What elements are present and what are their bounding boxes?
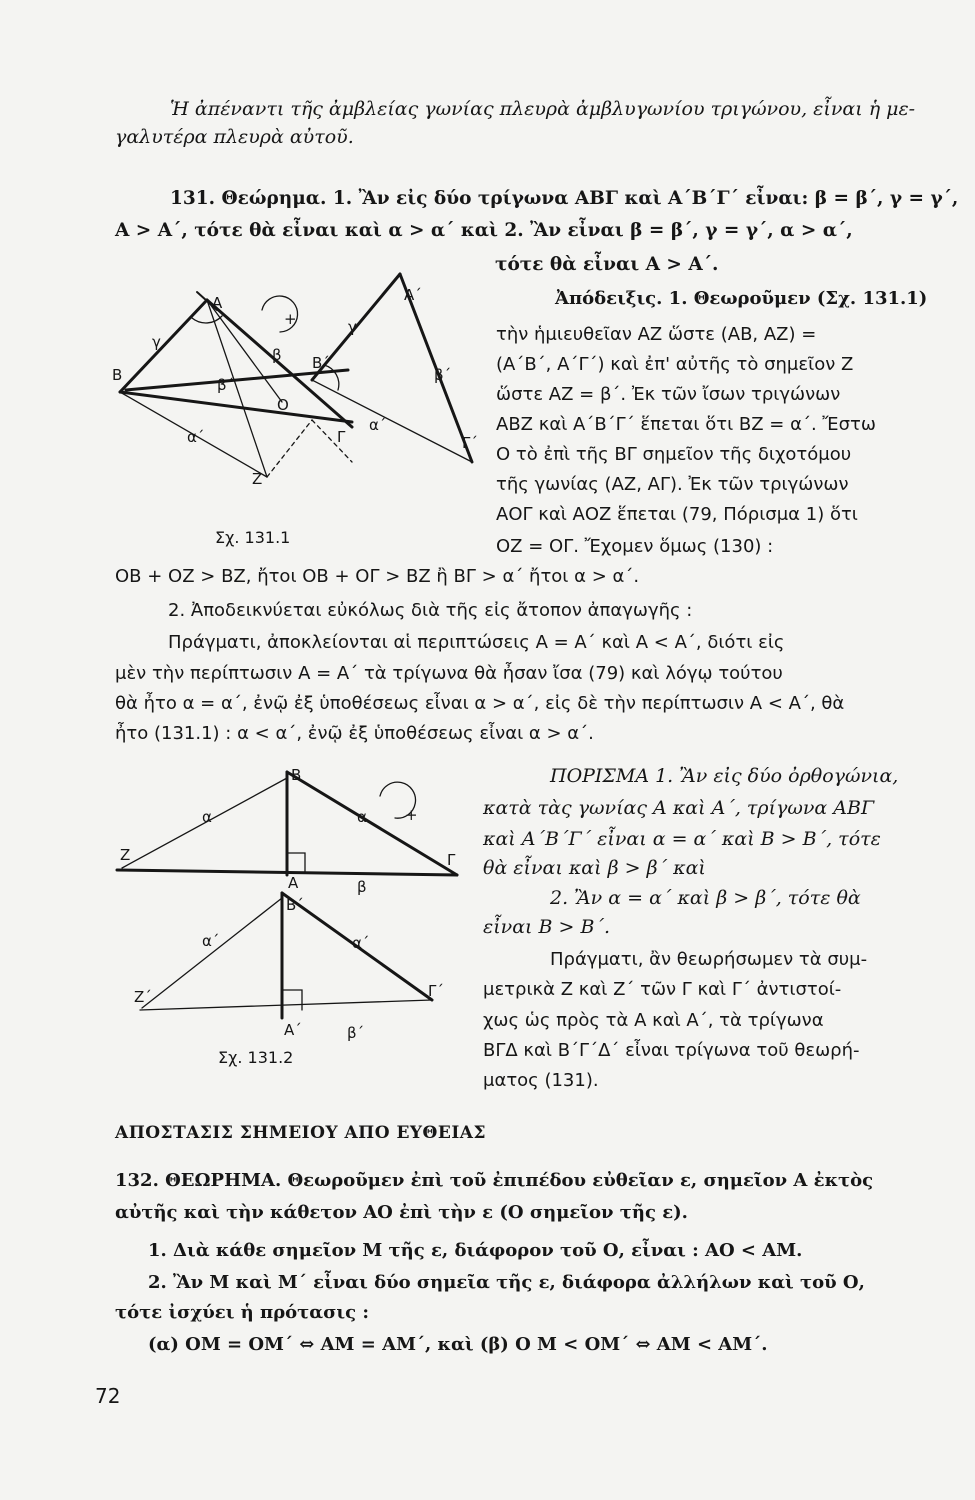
corollary-line-9: χως ὡς πρὸς τὰ Α καὶ Α΄, τὰ τρίγωνα xyxy=(483,1010,824,1031)
proof-line-8: ΑΟΓ καὶ ΑΟΖ ἕπεται (79, Πόρισμα 1) ὅτι xyxy=(496,504,858,525)
fig2p-label-alphap-2: α΄ xyxy=(352,934,370,952)
proof-line-1: Ἀπόδειξις. 1. Θεωροῦμεν (Σχ. 131.1) xyxy=(555,288,928,309)
corollary-line-5: 2. Ἂν α = α΄ καὶ β > β΄, τότε θὰ xyxy=(550,887,861,909)
proof-line-13: μὲν τὴν περίπτωσιν Α = Α΄ τὰ τρίγωνα θὰ ἦσαν ἴσα (79) καὶ λόγῳ τούτου xyxy=(115,663,783,684)
fig1-label-gamma: γ xyxy=(152,333,161,351)
fig1-label-beta: β xyxy=(272,346,282,364)
intro-line-1: Ἡ ἀπέναντι τῆς ἀμβλείας γωνίας πλευρὰ ἀμβλυγωνίου τριγώνου, εἶναι ἡ με- xyxy=(170,98,916,120)
corollary-line-3: καὶ Α΄Β΄Γ΄ εἶναι α = α΄ καὶ Β > Β΄, τότε xyxy=(483,828,881,850)
proof-line-12: Πράγματι, ἀποκλείονται αἱ περιπτώσεις Α = Α΄ καὶ Α < Α΄, διότι εἰς xyxy=(168,632,785,653)
theorem-132-line-4: 2. Ἂν Μ καὶ Μ΄ εἶναι δύο σημεῖα τῆς ε, διάφορα ἀλλήλων καὶ τοῦ Ο, xyxy=(148,1272,865,1293)
proof-line-6: Ο τὸ ἐπὶ τῆς ΒΓ σημεῖον τῆς διχοτόμου xyxy=(496,444,852,465)
proof-line-2: τὴν ἡμιευθεῖαν ΑΖ ὥστε (ΑΒ, ΑΖ) = xyxy=(496,324,817,345)
fig2-label-beta: β xyxy=(357,878,367,896)
corollary-line-2: κατὰ τὰς γωνίας Α καὶ Α΄, τρίγωνα ΑΒΓ xyxy=(483,797,875,819)
fig1-caption: Σχ. 131.1 xyxy=(215,528,291,547)
fig2p-label-betap: β΄ xyxy=(347,1024,365,1042)
corollary-line-4: θὰ εἶναι καὶ β > β΄ καὶ xyxy=(483,857,706,879)
fig2p-label-Zp: Ζ΄ xyxy=(134,988,152,1006)
fig1-label-Z: Ζ xyxy=(252,470,263,488)
theorem-132-line-1: 132. ΘΕΩΡΗΜΑ. Θεωροῦμεν ἐπὶ τοῦ ἐπιπέδου εὐθεῖαν ε, σημεῖον Α ἐκτὸς xyxy=(115,1170,874,1191)
theorem-132-line-3: 1. Διὰ κάθε σημεῖον Μ τῆς ε, διάφορον τοῦ Ο, εἶναι : ΑΟ < ΑΜ. xyxy=(148,1240,803,1261)
figure-131-1 xyxy=(112,272,492,522)
fig2-caption: Σχ. 131.2 xyxy=(218,1048,294,1067)
page-number: 72 xyxy=(95,1384,121,1408)
fig2-label-plus: + xyxy=(405,806,418,824)
fig2p-label-alphap-1: α΄ xyxy=(202,932,220,950)
fig1-OZ-dashed xyxy=(267,420,312,477)
fig2p-label-Gp: Γ΄ xyxy=(428,982,444,1000)
corollary-line-6: εἶναι Β > Β΄. xyxy=(483,916,610,938)
proof-line-5: ΑΒΖ καὶ Α΄Β΄Γ΄ ἕπεται ὅτι ΒΖ = α΄. Ἔστω xyxy=(496,414,876,435)
fig2p-label-Bp: Β΄ xyxy=(286,896,304,914)
theorem-132-line-2: αὐτῆς καὶ τὴν κάθετον ΑΟ ἐπὶ τὴν ε (Ο σημεῖον τῆς ε). xyxy=(115,1202,688,1223)
fig2-label-B: Β xyxy=(291,766,302,784)
proof-line-14: θὰ ἦτο α = α΄, ἐνῷ ἐξ ὑποθέσεως εἶναι α > α΄, εἰς δὲ τὴν περίπτωσιν Α < Α΄, θὰ xyxy=(115,693,845,714)
fig1p-label-Ap: Α΄ xyxy=(404,286,422,304)
proof-line-7: τῆς γωνίας (ΑΖ, ΑΓ). Ἐκ τῶν τριγώνων xyxy=(496,474,849,495)
proof-line-10: ΟΒ + ΟΖ > ΒΖ, ἤτοι ΟΒ + ΟΓ > ΒΖ ἢ ΒΓ > α΄ ἤτοι α > α΄. xyxy=(115,566,640,587)
fig1p-label-Gp: Γ΄ xyxy=(462,434,478,452)
fig1p-label-alphap: α΄ xyxy=(369,416,387,434)
fig2p-base-ZpGp xyxy=(140,1000,432,1010)
proof-line-11: 2. Ἀποδεικνύεται εὐκόλως διὰ τῆς εἰς ἄτοπον ἀπαγωγῆς : xyxy=(168,600,693,621)
fig2-label-alpha-1: α xyxy=(202,808,212,826)
corollary-line-7: Πράγματι, ἂν θεωρήσωμεν τὰ συμ- xyxy=(550,949,868,970)
fig1-dashed-ext xyxy=(312,420,352,462)
fig2-label-A: Α xyxy=(288,874,299,892)
corollary-line-1: ΠΟΡΙΣΜΑ 1. Ἂν εἰς δύο ὀρθογώνια, xyxy=(550,765,899,787)
intro-line-2: γαλυτέρα πλευρὰ αὐτοῦ. xyxy=(115,126,354,148)
proof-line-9: ΟΖ = ΟΓ. Ἔχομεν ὅμως (130) : xyxy=(496,536,774,557)
figure-131-2 xyxy=(112,760,477,1060)
theorem-132-line-5: τότε ἰσχύει ἡ πρότασις : xyxy=(115,1302,369,1323)
proof-line-15: ἦτο (131.1) : α < α΄, ἐνῷ ἐξ ὑποθέσεως εἶναι α > α΄. xyxy=(115,723,594,744)
fig1-label-O: Ο xyxy=(277,396,289,414)
theorem-131-line-2: Α > Α΄, τότε θὰ εἶναι καὶ α > α΄ καὶ 2. Ἂν εἶναι β = β΄, γ = γ΄, α > α΄, xyxy=(115,220,853,241)
corollary-line-11: ματος (131). xyxy=(483,1070,599,1091)
fig1-label-plus: + xyxy=(284,310,297,328)
fig1-label-G: Γ xyxy=(337,428,346,446)
proof-line-3: (Α΄Β΄, Α΄Γ΄) καὶ ἐπ' αὐτῆς τὸ σημεῖον Ζ xyxy=(496,354,854,375)
fig1-side-AB xyxy=(120,300,207,392)
fig1p-label-gammap: γ΄ xyxy=(348,318,365,336)
fig2p-side-ZpBp xyxy=(142,898,282,1008)
corollary-line-8: μετρικὰ Ζ καὶ Ζ΄ τῶν Γ καὶ Γ΄ ἀντιστοί- xyxy=(483,979,842,1000)
fig2-label-alpha-2: α xyxy=(357,808,367,826)
fig2p-label-Ap: Α΄ xyxy=(284,1021,302,1039)
fig1-label-alphap: α΄ xyxy=(187,428,205,446)
fig1-label-betap: β΄ xyxy=(217,376,235,394)
theorem-132-line-6: (α) ΟΜ = ΟΜ΄ ⇔ ΑΜ = ΑΜ΄, καὶ (β) Ο Μ < ΟΜ΄ ⇔ ΑΜ < ΑΜ΄. xyxy=(148,1334,768,1355)
fig2-side-BG xyxy=(287,772,457,875)
fig1p-label-Bp: Β΄ xyxy=(312,354,330,372)
theorem-131-line-3: τότε θὰ εἶναι Α > Α΄. xyxy=(495,254,719,275)
section-title: ΑΠΟΣΤΑΣΙΣ ΣΗΜΕΙΟΥ ΑΠΟ ΕΥΘΕΙΑΣ xyxy=(115,1123,486,1143)
fig1-label-B: Β xyxy=(112,366,123,384)
fig2-label-G: Γ xyxy=(447,851,456,869)
proof-line-4: ὥστε ΑΖ = β΄. Ἐκ τῶν ἴσων τριγώνων xyxy=(496,384,841,405)
fig1p-label-betap: β΄ xyxy=(434,366,452,384)
corollary-line-10: ΒΓΔ καὶ Β΄Γ΄Δ΄ εἶναι τρίγωνα τοῦ θεωρή- xyxy=(483,1040,860,1061)
fig2-label-Z: Ζ xyxy=(120,846,131,864)
theorem-131-line-1: 131. Θεώρημα. 1. Ἂν εἰς δύο τρίγωνα ΑΒΓ καὶ Α΄Β΄Γ΄ εἶναι: β = β΄, γ = γ΄, xyxy=(170,188,959,209)
fig1-label-A: Α xyxy=(212,294,223,312)
